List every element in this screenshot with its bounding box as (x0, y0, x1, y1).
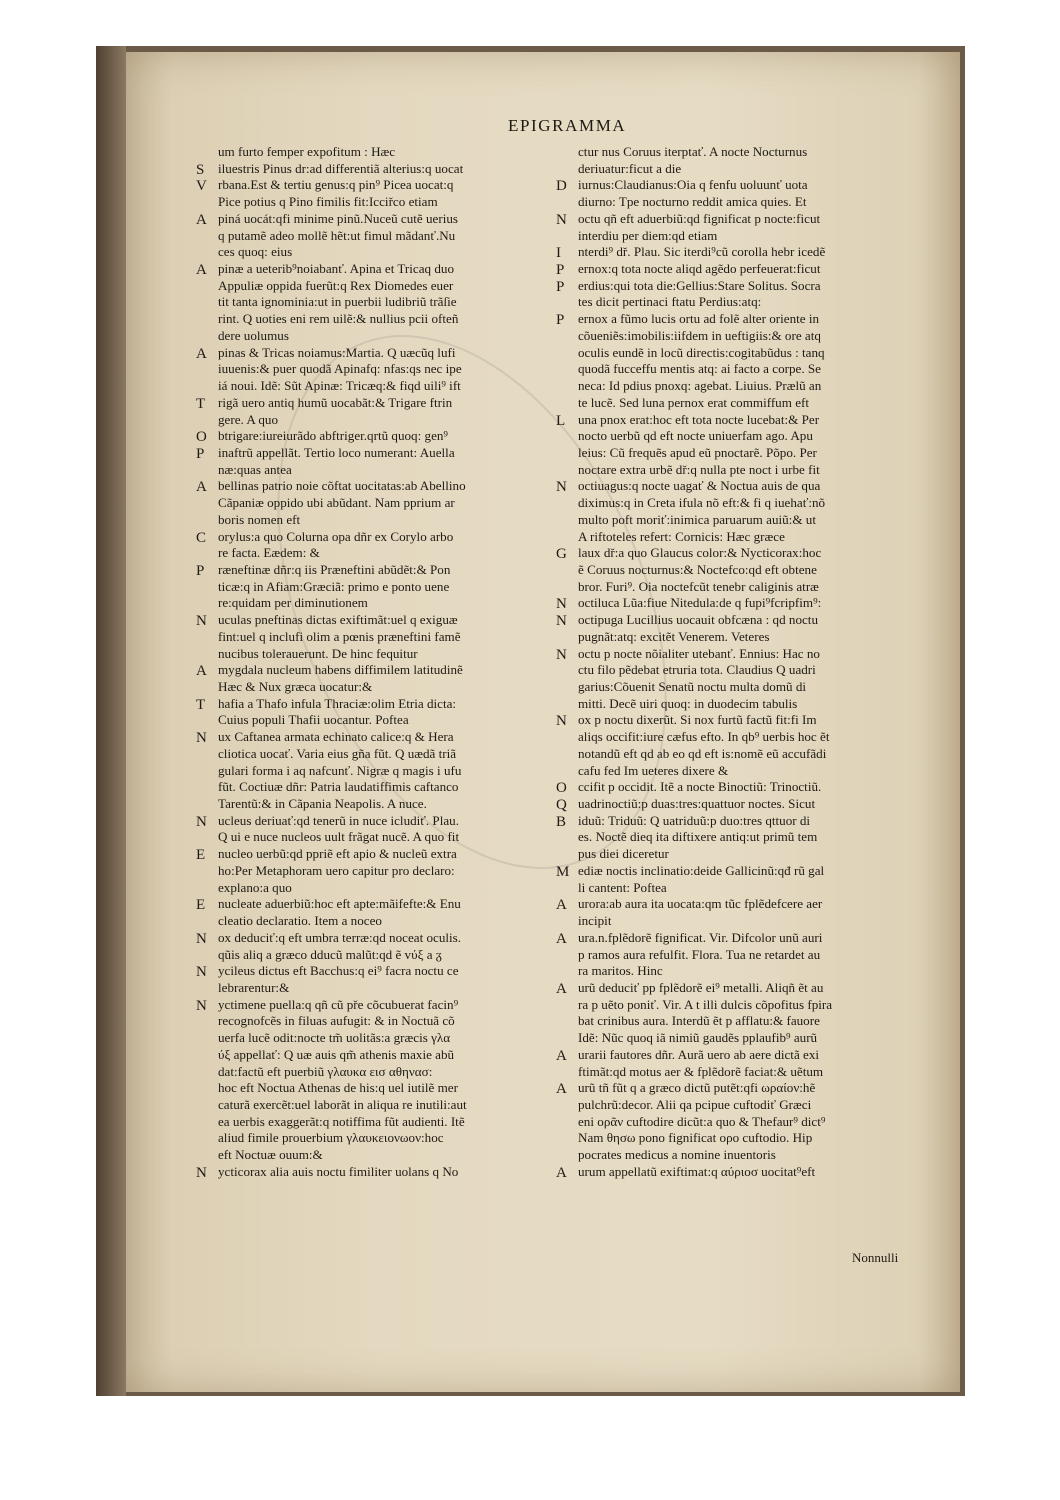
line-text: ucleus deriuať:qd tenerũ in nuce icludiť. Plau. (218, 812, 459, 828)
initial-letter: N (556, 713, 567, 730)
initial-letter: N (556, 613, 567, 629)
line-text: qũis aliq a græco dducũ malũt:qd ẽ vύξ a ᵹ (218, 946, 442, 962)
initial-letter: E (196, 897, 206, 914)
text-line (556, 562, 908, 579)
text-line (556, 545, 908, 562)
line-text: iduũ: Triduũ: Q uatriduũ:p duo:tres qttuor di (578, 812, 811, 828)
line-text: re facta. Eædem: & (218, 545, 320, 561)
text-line (556, 696, 908, 713)
line-text: ẽ Coruus nocturnus:& Noctefco:qd eft obtene (578, 561, 817, 577)
text-line (196, 863, 548, 880)
initial-letter: P (556, 278, 565, 295)
initial-letter: N (556, 596, 567, 613)
text-line (196, 1080, 548, 1097)
line-text: una pnox erat:hoc eft tota nocte lucebat:& Per (578, 411, 820, 427)
line-text: ra p uẽto poniť. Vir. A t illi dulcis cõpofitus fpira (578, 996, 833, 1012)
text-line (196, 746, 548, 763)
initial-letter: E (196, 847, 206, 863)
line-text: laux dř:a quo Glaucus color:& Nycticorax:hoc (578, 545, 822, 561)
text-line (196, 696, 548, 713)
initial-letter: C (196, 529, 207, 546)
text-line (196, 880, 548, 897)
line-text: urarii fautores dñr. Aurã uero ab aere dictã exi (578, 1046, 820, 1062)
line-text: ernox:q tota nocte aliqd agẽdo perfeuerat:ficut (578, 261, 821, 277)
initial-letter: A (196, 262, 207, 278)
line-text: btrigare:iureiurãdo abftriger.qrtũ quoq: gen⁹ (218, 428, 448, 444)
line-text: interdiu per diem:qd etiam (578, 227, 718, 243)
text-line (556, 1097, 908, 1114)
text-line (196, 412, 548, 429)
line-text: Cuius populi Thafii uocantur. Poftea (218, 712, 409, 728)
text-line (556, 261, 908, 278)
line-text: nocto uerbũ qd eft nocte uniuerfam ago. Apu (578, 428, 813, 444)
line-text: ux Caftanea armata echinato calice:q & Hera (218, 729, 454, 745)
line-text: næ:quas antea (218, 461, 292, 477)
line-text: incipit (578, 913, 612, 929)
line-text: quodã fucceffu mentis atq: ai facto a corpe. Se (578, 361, 821, 377)
text-line (196, 177, 548, 194)
text-line (556, 763, 908, 780)
text-line (196, 1064, 548, 1081)
line-text: pinæ a ueterib⁹noiabanť. Apina et Tricaq duo (218, 261, 454, 277)
line-text: leius: Cũ frequẽs apud eũ pnoctarẽ. Põpo. Per (578, 444, 817, 460)
text-line (196, 763, 548, 780)
text-line (196, 311, 548, 328)
text-line (556, 395, 908, 412)
line-text: iluestris Pinus dr:ad differentiã alterius:q uocat (218, 160, 464, 176)
line-text: uadrinoctiũ:p duas:tres:quattuor noctes. Sicut (578, 796, 816, 812)
text-line (556, 1080, 908, 1097)
line-text: uculas pneftinas dictas exiftimãt:uel q exiguæ (218, 612, 458, 628)
line-text: Idẽ: Nũc quoq iã nimiũ gaudẽs pplaufib⁹ aurũ (578, 1030, 818, 1046)
initial-letter: A (556, 930, 567, 947)
text-line (556, 1164, 908, 1181)
initial-letter: A (556, 980, 567, 997)
text-line (556, 495, 908, 512)
initial-letter: P (196, 445, 205, 462)
line-text: re:quidam per diminutionem (218, 595, 368, 611)
line-text: explano:a quo (218, 879, 292, 895)
text-line (196, 1147, 548, 1164)
text-line (556, 980, 908, 997)
text-line (556, 930, 908, 947)
initial-letter: O (196, 429, 207, 445)
text-line (556, 963, 908, 980)
text-line (196, 796, 548, 813)
text-line (196, 579, 548, 596)
text-line (196, 495, 548, 512)
text-line (556, 880, 908, 897)
catchword: Nonnulli (852, 1250, 899, 1265)
text-line (196, 947, 548, 964)
line-text: pinas & Tricas noiamus:Martia. Q uæcũq lufi (218, 344, 456, 360)
line-text: ctur nus Coruus iterptať. A nocte Nocturnus (578, 144, 808, 159)
line-text: q putamẽ adeo mollẽ hẽt:ut fimul mãdanť.Nu (218, 227, 456, 243)
text-line (196, 729, 548, 746)
initial-letter: A (556, 897, 567, 914)
initial-letter: B (556, 813, 567, 830)
line-text: aliqs occifit:iure cæfus efto. In qb⁹ uerbis hoc ẽt (578, 729, 830, 745)
initial-letter: T (196, 696, 206, 713)
line-text: nterdi⁹ dř. Plau. Sic iterdi⁹cũ corolla hebr icedẽ (578, 244, 826, 260)
line-text: caturã exercẽt:uel laborãt in aliqua re inutili:aut (218, 1096, 467, 1112)
line-text: rint. Q uoties eni rem uilẽ:& nullius pcii ofteñ (218, 311, 459, 327)
initial-letter: N (196, 813, 207, 830)
line-text: inaftrũ appellãt. Tertio loco numerant: Auella (218, 444, 455, 460)
text-line (556, 712, 908, 729)
line-text: pocrates medicus a nomine inuentoris (578, 1147, 776, 1163)
line-text: p ramos aura refulfit. Flora. Tua ne retardet au (578, 946, 821, 962)
text-line (196, 980, 548, 997)
line-text: cõueniẽs:imobilis:iifdem in ueftigiis:& ore atq (578, 327, 821, 343)
text-line (556, 1130, 908, 1147)
text-line (556, 144, 908, 161)
line-text: cleatio declaratio. Item a noceo (218, 913, 382, 929)
line-text: yctimene puella:q qñ cũ pře cõcubuerat facin⁹ (218, 996, 459, 1012)
initial-letter: A (556, 1081, 567, 1097)
text-line (556, 244, 908, 261)
text-line (196, 144, 548, 161)
line-text: diximus:q in Creta ifula nõ eft:& fi q iuehať:nõ (578, 495, 826, 511)
line-text: ycileus dictus eft Bacchus:q ei⁹ facra noctu ce (218, 963, 459, 979)
line-text: nucleate aduerbiũ:hoc eft apte:mãifefte:& Enu (218, 896, 461, 912)
line-text: pulchrũ:decor. Alii qa pcipue cuftodiť Græci (578, 1096, 812, 1112)
line-text: noctare extra urbẽ dř:q nulla pte noct i urbe fit (578, 461, 820, 477)
line-text: piná uocát:qfi minime pinũ.Nuceũ cutẽ uerius (218, 210, 458, 226)
line-text: ediæ noctis inclinatio:deide Gallicinũ:qđ rũ gal (578, 862, 825, 878)
text-line (196, 428, 548, 445)
text-line (196, 562, 548, 579)
line-text: li cantent: Poftea (578, 879, 667, 895)
initial-letter: N (196, 613, 207, 629)
text-line (196, 612, 548, 629)
text-line (556, 595, 908, 612)
line-text: mitti. Decẽ uiri quoq: in duodecim tabulis (578, 695, 798, 711)
initial-letter: N (556, 479, 567, 496)
text-line (556, 211, 908, 228)
line-text: te lucẽ. Sed luna pernox erat commiffum eft (578, 394, 810, 410)
line-text: ura.n.fplẽdorẽ fignificat. Vir. Difcolor unũ auri (578, 929, 823, 945)
initial-letter: Q (556, 797, 567, 813)
initial-letter: N (196, 997, 207, 1014)
text-line (556, 462, 908, 479)
line-text: ox p noctu dixerũt. Si nox furtũ factũ fit:fi Im (578, 712, 817, 728)
text-line (556, 428, 908, 445)
initial-letter: P (556, 262, 565, 278)
text-line (556, 1047, 908, 1064)
initial-letter: N (196, 930, 207, 947)
text-line (196, 228, 548, 245)
line-text: ox deduciť:q eft umbra terræ:qd noceat oculis. (218, 929, 462, 945)
line-text: lebrarentur:& (218, 979, 290, 995)
text-line (556, 1147, 908, 1164)
line-text: Pice potius q Pino fimilis fit:Icciřco etiam (218, 194, 438, 210)
line-text: bror. Furi⁹. Oia noctefcũt tenebr caliginis atræ (578, 578, 819, 594)
line-text: eni ορᾶν cuftodire dicũt:a quo & Thefaur⁹ dict⁹ (578, 1113, 826, 1129)
text-line (196, 1164, 548, 1181)
text-line (196, 846, 548, 863)
line-text: diurno: Tpe nocturno reddit amica quies. Et (578, 194, 807, 210)
line-text: es. Noctẽ dieq ita diftixere antiq:ut primũ tem (578, 829, 818, 845)
text-line (556, 679, 908, 696)
initial-letter: L (556, 412, 566, 429)
text-line (196, 779, 548, 796)
text-line (196, 1097, 548, 1114)
line-text: ra maritos. Hinc (578, 963, 663, 979)
text-line (196, 395, 548, 412)
line-text: tes dicit pertinaci ftatu Perdius:atq: (578, 294, 762, 310)
text-line (196, 896, 548, 913)
line-text: ces quoq: eius (218, 244, 293, 260)
line-text: urora:ab aura ita uocata:qm tũc fplẽdefcere aer (578, 896, 823, 912)
line-text: Cãpaniæ oppido ubi abũdant. Nam pprium ar (218, 495, 455, 511)
text-line (556, 779, 908, 796)
right-text-column (556, 144, 908, 1181)
line-text: multo poft moriť:inimica paruarum auiũ:& ut (578, 511, 816, 527)
text-line (196, 595, 548, 612)
line-text: mygdala nucleum habens diffimilem latitudinẽ (218, 662, 463, 678)
line-text: notandũ eft qd ab eo qd eft is:nomẽ eũ accufãdi (578, 745, 827, 761)
initial-letter: A (556, 1164, 567, 1181)
line-text: octu p nocte nõialiter utebanť. Ennius: Hac no (578, 645, 820, 661)
line-text: A riftoteles refert: Cornicis: Hæc græce (578, 528, 785, 544)
text-line (556, 311, 908, 328)
line-text: ernox a fũmo lucis ortu ad folẽ alter oriente in (578, 311, 820, 327)
text-line (196, 679, 548, 696)
text-line (196, 361, 548, 378)
initial-letter: V (196, 178, 207, 195)
line-text: gulari forma i aq nafcunť. Nigræ q magis i ufu (218, 762, 462, 778)
text-line (196, 997, 548, 1014)
text-line (196, 1030, 548, 1047)
text-line (196, 646, 548, 663)
text-line (196, 261, 548, 278)
initial-letter: N (556, 646, 567, 663)
line-text: erdius:qui tota die:Gellius:Stare Solitus. Socra (578, 277, 821, 293)
text-line (556, 228, 908, 245)
text-line (556, 378, 908, 395)
line-text: Nam θησω pono fignificat ορο cuftodio. Hip (578, 1130, 813, 1146)
text-line (556, 997, 908, 1014)
initial-letter: N (196, 964, 207, 980)
line-text: pugnãt:atq: excitẽt Venerem. Veteres (578, 628, 770, 644)
line-text: urũ tñ fũt q a græco dictũ putẽt:qfi ωραίον:hẽ (578, 1080, 816, 1096)
initial-letter: A (196, 663, 207, 679)
line-text: deriuatur:ficut a die (578, 160, 682, 176)
line-text: ccifit p occidit. Itẽ a nocte Binoctiũ: Trinoctiũ. (578, 779, 822, 795)
line-text: pus diei diceretur (578, 846, 669, 862)
left-text-column (196, 144, 548, 1181)
line-text: octu qñ eft aduerbiũ:qd fignificat p nocte:ficut (578, 210, 821, 226)
text-line (196, 1130, 548, 1147)
text-line (556, 947, 908, 964)
line-text: uerfa lucẽ odit:nocte tm̃ uolitãs:a græcis γλα (218, 1030, 451, 1046)
initial-letter: M (556, 863, 570, 880)
text-line (556, 194, 908, 211)
text-line (556, 662, 908, 679)
initial-letter: A (196, 211, 207, 228)
text-line (556, 1114, 908, 1131)
line-text: Appuliæ oppida fuerũt:q Rex Diomedes euer (218, 277, 454, 293)
line-text: eft Noctuæ ouum:& (218, 1147, 323, 1163)
text-line (556, 612, 908, 629)
line-text: Q ui e nuce nucleos uult frãgat nucẽ. A quo fit (218, 829, 460, 845)
line-text: ctu filo pẽdebat etruria tota. Claudius Q uadri (578, 662, 816, 678)
line-text: fint:uel q inclufi olim a pœnis præneftini famẽ (218, 628, 461, 644)
text-line (556, 846, 908, 863)
line-text: hafia a Thafo infula Thraciæ:olim Etria dicta: (218, 695, 457, 711)
text-line (556, 445, 908, 462)
text-line (196, 1114, 548, 1131)
line-text: octiluca Lũa:fiue Nitedula:de q fupi⁹fcripfim⁹: (578, 595, 822, 611)
initial-letter: S (196, 161, 205, 178)
text-line (196, 512, 548, 529)
text-line (556, 896, 908, 913)
text-line (556, 529, 908, 546)
text-line (556, 913, 908, 930)
text-line (556, 1064, 908, 1081)
line-text: iuuenis:& puer quodã Apinafq: nfas:qs nec ipe (218, 361, 462, 377)
text-line (556, 863, 908, 880)
line-text: rbana.Est & tertiu genus:q pin⁹ Picea uocat:q (218, 177, 454, 193)
text-line (196, 328, 548, 345)
initial-letter: G (556, 546, 567, 562)
initial-letter: N (556, 211, 567, 228)
text-line (556, 328, 908, 345)
line-text: oculis eundẽ in locũ directis:cogitabũdus : tanq (578, 344, 825, 360)
text-line (556, 161, 908, 178)
text-line (556, 829, 908, 846)
line-text: boris nomen eft (218, 511, 301, 527)
text-line (196, 629, 548, 646)
text-line (196, 1013, 548, 1030)
text-line (196, 194, 548, 211)
text-line (196, 1047, 548, 1064)
text-line (556, 813, 908, 830)
line-text: bellinas patrio noie cõftat uocitatas:ab Abellino (218, 478, 466, 494)
line-text: tit tanta ignominia:ut in puerbii ludibriũ trãſie (218, 294, 457, 310)
line-text: cafu fed Im ueteres dixere & (578, 762, 729, 778)
text-line (556, 294, 908, 311)
text-line (196, 913, 548, 930)
initial-letter: A (196, 345, 207, 362)
line-text: dat:factũ eft puerbiũ γλαυκα εισ αθηνασ: (218, 1063, 433, 1079)
line-text: ræneftinæ dñr:q iis Præneftini abũdẽt:& Pon (218, 561, 451, 577)
text-line (196, 712, 548, 729)
text-line (556, 478, 908, 495)
line-text: ύξ appellať: Q uæ auis qm̃ athenis maxie abũ (218, 1046, 455, 1062)
text-line (196, 529, 548, 546)
text-line (196, 462, 548, 479)
line-text: ea uerbis exaggerãt:q notiffima fũt audienti. Itẽ (218, 1113, 465, 1129)
line-text: urũ deduciť pp fplẽdorẽ ei⁹ metalli. Aliqñ ẽt au (578, 979, 824, 995)
text-line (556, 278, 908, 295)
text-line (196, 662, 548, 679)
text-line (556, 729, 908, 746)
text-line (196, 244, 548, 261)
text-line (196, 930, 548, 947)
text-line (556, 1013, 908, 1030)
text-line (556, 629, 908, 646)
running-head: EPIGRAMMA (508, 116, 627, 135)
line-text: ycticorax alia auis noctu fimiliter uolans q No (218, 1163, 459, 1179)
text-line (556, 1030, 908, 1047)
line-text: hoc eft Noctua Athenas de his:q uel iutilẽ mer (218, 1080, 458, 1096)
line-text: rigã uero antiq humũ uocabãt:& Trigare ftrin (218, 394, 453, 410)
line-text: nucleo uerbũ:qd ppriẽ eft apio & nucleũ extra (218, 846, 457, 862)
line-text: ticæ:q in Afiam:Græciã: primo e ponto uene (218, 578, 450, 594)
text-line (196, 378, 548, 395)
text-line (196, 813, 548, 830)
line-text: gere. A quo (218, 411, 279, 427)
line-text: Hæc & Nux græca uocatur:& (218, 679, 373, 694)
text-line (196, 445, 548, 462)
line-text: ftimãt:qd motus aer & fplẽdorẽ faciat:& uẽtum (578, 1063, 824, 1079)
text-line (556, 345, 908, 362)
line-text: recognofcẽs in filuas aufugit: & in Noctuã cõ (218, 1013, 455, 1029)
line-text: neca: Id pdius pnoxq: agebat. Liuius. Prælũ an (578, 378, 822, 394)
text-line (196, 478, 548, 495)
text-line (196, 963, 548, 980)
line-text: nucibus tolerauerunt. De hinc fequitur (218, 645, 418, 661)
line-text: bat crinibus aura. Interdũ ẽt p afflatu:& fauore (578, 1013, 820, 1029)
line-text: dere uolumus (218, 327, 289, 343)
text-line (556, 646, 908, 663)
initial-letter: N (196, 1164, 207, 1181)
initial-letter: I (556, 245, 561, 262)
line-text: octipuga Lucillius uocauit obfcæna : qd noctu (578, 612, 818, 628)
line-text: urum appellatũ exiftimat:q αύριοσ uocitat⁹eft (578, 1163, 816, 1179)
line-text: orylus:a quo Colurna opa dñr ex Corylo arbo (218, 528, 454, 544)
text-line (556, 361, 908, 378)
text-line (556, 796, 908, 813)
line-text: um furto femper expofitum : Hæc (218, 144, 396, 159)
line-text: Tarentũ:& in Cãpania Neapolis. A nuce. (218, 796, 427, 812)
text-line (556, 512, 908, 529)
text-line (556, 412, 908, 429)
initial-letter: D (556, 178, 567, 195)
text-line (196, 211, 548, 228)
initial-letter: A (196, 479, 207, 496)
text-line (556, 177, 908, 194)
initial-letter: N (196, 730, 207, 746)
initial-letter: T (196, 395, 206, 412)
text-line (196, 545, 548, 562)
initial-letter: P (196, 562, 205, 579)
line-text: cliotica uocať. Varia eius gña fũt. Q uædã triã (218, 745, 457, 761)
line-text: iurnus:Claudianus:Oia q fenfu uoluunť uota (578, 177, 808, 193)
line-text: garius:Cõuenit Senatũ noctu multa domũ di (578, 679, 807, 694)
gutter-shadow (96, 46, 126, 1396)
line-text: ho:Per Metaphoram uero capitur pro declaro: (218, 862, 455, 878)
line-text: fũt. Coctiuæ dñr: Patria laudatiffimis caftanco (218, 779, 459, 795)
initial-letter: A (556, 1047, 567, 1064)
text-line (556, 746, 908, 763)
initial-letter: O (556, 780, 567, 797)
text-line (196, 294, 548, 311)
initial-letter: P (556, 312, 565, 328)
line-text: aliud fimile prouerbium γλαυκειονωον:hoc (218, 1130, 444, 1146)
text-line (196, 829, 548, 846)
line-text: iá noui. Idẽ: Sũt Apinæ: Tricæq:& fiqd uili⁹ ift (218, 378, 461, 394)
text-line (196, 278, 548, 295)
line-text: octiuagus:q nocte uagať & Noctua auis de qua (578, 478, 821, 494)
text-line (556, 579, 908, 596)
text-line (196, 161, 548, 178)
text-line (196, 345, 548, 362)
